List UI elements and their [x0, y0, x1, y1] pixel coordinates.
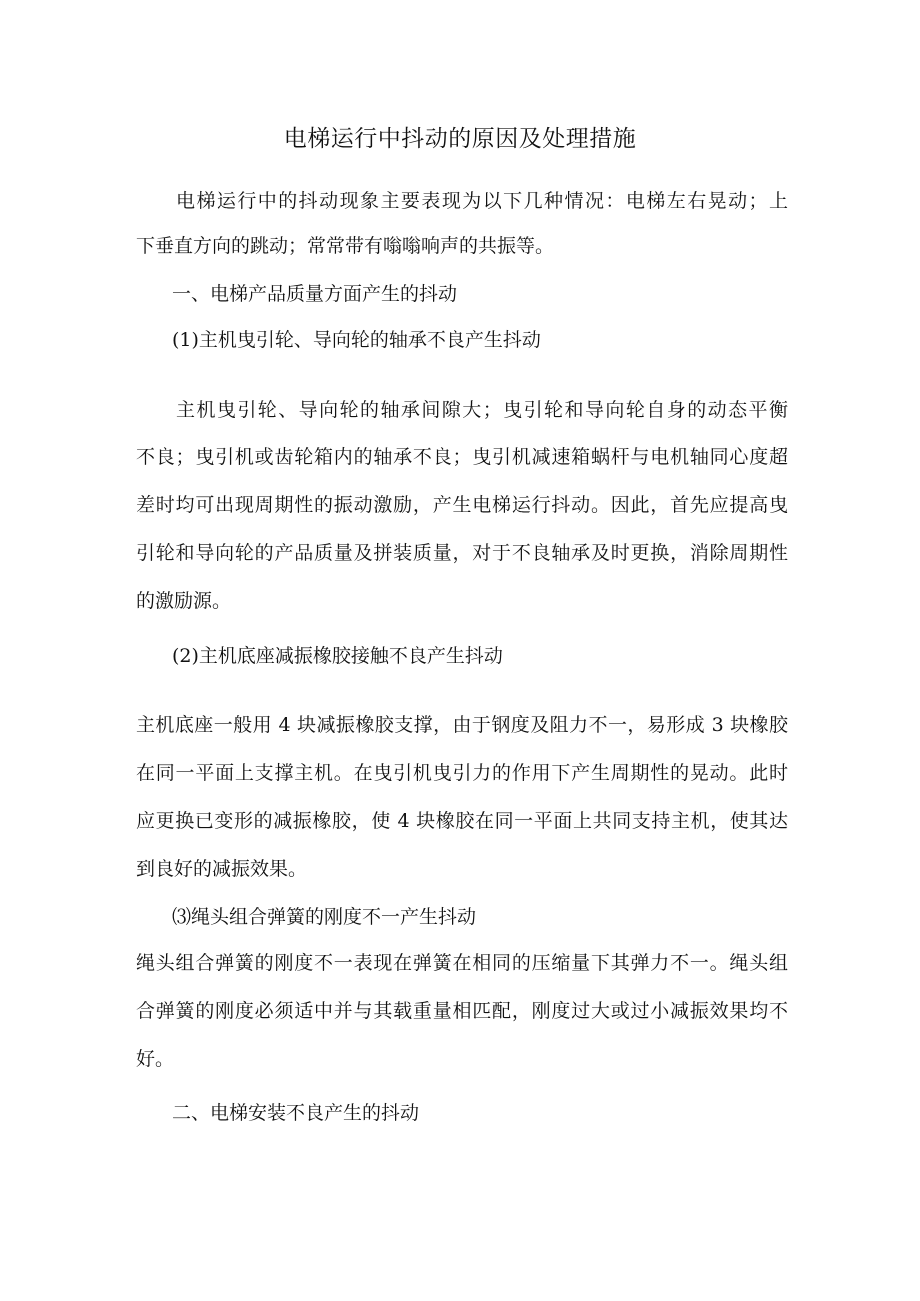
sub3-line-2: 合弹簧的刚度必须适中并与其载重量相匹配，刚度过大或过小减振效果均不 [136, 1000, 788, 1022]
sub1-line-5: 的激励源。 [136, 590, 232, 612]
section1-heading: 一、电梯产品质量方面产生的抖动 [172, 283, 458, 305]
sub1-heading: (1)主机曳引轮、导向轮的轴承不良产生抖动 [172, 329, 541, 351]
sub2-line-2: 在同一平面上支撑主机。在曳引机曳引力的作用下产生周期性的晃动。此时 [136, 762, 788, 784]
sub1-line-1: 主机曳引轮、导向轮的轴承间隙大；曳引轮和导向轮自身的动态平衡 [176, 399, 788, 421]
sub1-line-4: 引轮和导向轮的产品质量及拼装质量，对于不良轴承及时更换，消除周期性 [136, 542, 788, 564]
intro-line-1: 电梯运行中的抖动现象主要表现为以下几种情况：电梯左右晃动；上 [176, 190, 788, 212]
intro-line-2: 下垂直方向的跳动；常常带有嗡嗡响声的共振等。 [136, 235, 555, 257]
sub1-line-3: 差时均可出现周期性的振动激励，产生电梯运行抖动。因此，首先应提高曳 [136, 494, 788, 516]
sub2-line-4: 到良好的减振效果。 [136, 858, 308, 880]
sub1-line-2: 不良；曳引机或齿轮箱内的轴承不良；曳引机减速箱蜗杆与电机轴同心度超 [136, 446, 788, 468]
sub3-heading: ⑶绳头组合弹簧的刚度不一产生抖动 [172, 906, 477, 928]
sub2-heading: (2)主机底座减振橡胶接触不良产生抖动 [172, 645, 503, 667]
section2-heading: 二、电梯安装不良产生的抖动 [172, 1102, 420, 1124]
document-title: 电梯运行中抖动的原因及处理措施 [283, 126, 637, 152]
sub3-line-3: 好。 [136, 1048, 175, 1070]
sub2-line-1: 主机底座一般用 4 块减振橡胶支撑，由于钢度及阻力不一，易形成 3 块橡胶 [136, 714, 788, 736]
sub2-line-3: 应更换已变形的减振橡胶，使 4 块橡胶在同一平面上共同支持主机，使其达 [136, 810, 788, 832]
sub3-line-1: 绳头组合弹簧的刚度不一表现在弹簧在相同的压缩量下其弹力不一。绳头组 [136, 952, 788, 974]
